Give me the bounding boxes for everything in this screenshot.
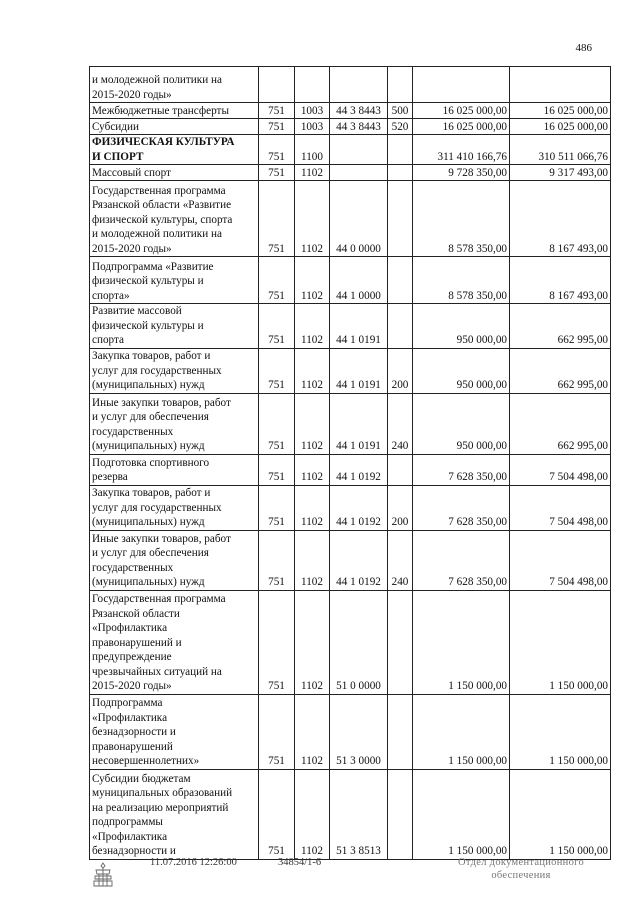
table-row (90, 769, 611, 859)
section-code-cell: 1003 (295, 119, 330, 135)
row-name-cell: Иные закупки товаров, работ и услуг для обеспечения государственных (муниципальных) нужд (90, 393, 259, 454)
target-article-cell: 44 1 0191 (330, 304, 388, 349)
row-name-cell: Субсидии (90, 119, 259, 135)
expense-type-cell (388, 135, 413, 165)
table-row (90, 135, 611, 165)
section-code-cell: 1102 (295, 257, 330, 304)
section-code-cell: 1102 (295, 454, 330, 485)
expense-type-cell: 240 (388, 393, 413, 454)
expense-type-cell (388, 181, 413, 257)
amount-2017-cell: 9 728 350,00 (413, 165, 510, 181)
amount-2018-cell: 662 995,00 (510, 393, 611, 454)
row-name-cell: Подпрограмма «Развитие физической культуры и спорта» (90, 257, 259, 304)
section-code-cell: 1003 (295, 103, 330, 119)
amount-2018-cell: 310 511 066,76 (510, 135, 611, 165)
amount-2018-cell: 7 504 498,00 (510, 530, 611, 590)
table-row (90, 454, 611, 485)
amount-2018-cell: 1 150 000,00 (510, 590, 611, 694)
footer-date: 11.07.2016 12:26:00 (150, 857, 237, 868)
amount-2018-cell: 662 995,00 (510, 348, 611, 393)
amount-2018-cell: 16 025 000,00 (510, 119, 611, 135)
row-name-cell: и молодежной политики на 2015-2020 годы» (90, 67, 259, 103)
table-row (90, 181, 611, 257)
coat-of-arms-icon (92, 862, 114, 888)
amount-2018-cell: 8 167 493,00 (510, 181, 611, 257)
section-code-cell: 1102 (295, 348, 330, 393)
section-code-cell: 1102 (295, 694, 330, 769)
budget-table-body (90, 67, 611, 860)
expense-type-cell: 200 (388, 485, 413, 530)
table-row (90, 165, 611, 181)
department-stamp: Отдел документационного обеспечения (457, 857, 585, 881)
department-code-cell (259, 67, 295, 103)
department-code-cell: 751 (259, 393, 295, 454)
table-row (90, 393, 611, 454)
amount-2017-cell: 8 578 350,00 (413, 181, 510, 257)
page-number: 486 (575, 42, 592, 54)
target-article-cell (330, 165, 388, 181)
amount-2017-cell (413, 67, 510, 103)
amount-2017-cell: 8 578 350,00 (413, 257, 510, 304)
target-article-cell: 51 3 0000 (330, 694, 388, 769)
target-article-cell: 44 1 0000 (330, 257, 388, 304)
expense-type-cell: 520 (388, 119, 413, 135)
amount-2018-cell (510, 67, 611, 103)
target-article-cell: 44 1 0192 (330, 485, 388, 530)
section-code-cell: 1102 (295, 769, 330, 859)
table-row (90, 103, 611, 119)
expense-type-cell: 200 (388, 348, 413, 393)
amount-2018-cell: 1 150 000,00 (510, 694, 611, 769)
target-article-cell (330, 67, 388, 103)
target-article-cell: 44 1 0192 (330, 530, 388, 590)
target-article-cell: 44 0 0000 (330, 181, 388, 257)
amount-2018-cell: 1 150 000,00 (510, 769, 611, 859)
amount-2018-cell: 8 167 493,00 (510, 257, 611, 304)
department-code-cell: 751 (259, 181, 295, 257)
target-article-cell: 44 1 0191 (330, 348, 388, 393)
table-row (90, 67, 611, 103)
amount-2017-cell: 1 150 000,00 (413, 769, 510, 859)
department-code-cell: 751 (259, 119, 295, 135)
row-name-cell: Подготовка спортивного резерва (90, 454, 259, 485)
amount-2017-cell: 1 150 000,00 (413, 590, 510, 694)
table-row (90, 694, 611, 769)
target-article-cell: 44 3 8443 (330, 119, 388, 135)
department-code-cell: 751 (259, 485, 295, 530)
expense-type-cell (388, 304, 413, 349)
row-name-cell: Иные закупки товаров, работ и услуг для обеспечения государственных (муниципальных) нужд (90, 530, 259, 590)
amount-2018-cell: 7 504 498,00 (510, 485, 611, 530)
section-code-cell: 1102 (295, 165, 330, 181)
target-article-cell (330, 135, 388, 165)
section-code-cell: 1102 (295, 393, 330, 454)
section-code-cell: 1102 (295, 181, 330, 257)
amount-2017-cell: 16 025 000,00 (413, 119, 510, 135)
amount-2017-cell: 7 628 350,00 (413, 454, 510, 485)
row-name-cell: Субсидии бюджетам муниципальных образований на реализацию мероприятий подпрограммы «Профилактика безнадзорности и (90, 769, 259, 859)
expense-type-cell (388, 454, 413, 485)
table-row (90, 530, 611, 590)
amount-2017-cell: 950 000,00 (413, 393, 510, 454)
target-article-cell: 44 1 0191 (330, 393, 388, 454)
department-code-cell: 751 (259, 454, 295, 485)
row-name-cell: Государственная программа Рязанской области «Развитие физической культуры, спорта и молодежной политики на 2015-2020 годы» (90, 181, 259, 257)
target-article-cell: 44 3 8443 (330, 103, 388, 119)
row-name-cell: Подпрограмма «Профилактика безнадзорности и правонарушений несовершеннолетних» (90, 694, 259, 769)
department-code-cell: 751 (259, 165, 295, 181)
section-code-cell (295, 67, 330, 103)
target-article-cell: 51 3 8513 (330, 769, 388, 859)
department-code-cell: 751 (259, 694, 295, 769)
table-row (90, 119, 611, 135)
department-code-cell: 751 (259, 590, 295, 694)
amount-2017-cell: 7 628 350,00 (413, 530, 510, 590)
budget-table (89, 66, 611, 860)
table-row (90, 485, 611, 530)
row-name-cell: Развитие массовой физической культуры и спорта (90, 304, 259, 349)
section-code-cell: 1102 (295, 530, 330, 590)
expense-type-cell (388, 67, 413, 103)
expense-type-cell (388, 257, 413, 304)
row-name-cell: Закупка товаров, работ и услуг для государственных (муниципальных) нужд (90, 485, 259, 530)
amount-2017-cell: 950 000,00 (413, 304, 510, 349)
amount-2018-cell: 7 504 498,00 (510, 454, 611, 485)
section-code-cell: 1100 (295, 135, 330, 165)
row-name-cell: Межбюджетные трансферты (90, 103, 259, 119)
amount-2017-cell: 311 410 166,76 (413, 135, 510, 165)
expense-type-cell (388, 694, 413, 769)
amount-2017-cell: 7 628 350,00 (413, 485, 510, 530)
department-code-cell: 751 (259, 530, 295, 590)
row-name-cell: ФИЗИЧЕСКАЯ КУЛЬТУРА И СПОРТ (90, 135, 259, 165)
expense-type-cell (388, 165, 413, 181)
target-article-cell: 44 1 0192 (330, 454, 388, 485)
department-code-cell: 751 (259, 348, 295, 393)
expense-type-cell (388, 769, 413, 859)
amount-2018-cell: 662 995,00 (510, 304, 611, 349)
section-code-cell: 1102 (295, 304, 330, 349)
expense-type-cell: 500 (388, 103, 413, 119)
department-code-cell: 751 (259, 304, 295, 349)
row-name-cell: Государственная программа Рязанской области «Профилактика правонарушений и предупреждение чрезвычайных ситуаций на 2015-2020 годы» (90, 590, 259, 694)
row-name-cell: Закупка товаров, работ и услуг для государственных (муниципальных) нужд (90, 348, 259, 393)
amount-2018-cell: 9 317 493,00 (510, 165, 611, 181)
amount-2017-cell: 1 150 000,00 (413, 694, 510, 769)
expense-type-cell (388, 590, 413, 694)
section-code-cell: 1102 (295, 590, 330, 694)
table-row (90, 590, 611, 694)
expense-type-cell: 240 (388, 530, 413, 590)
section-code-cell: 1102 (295, 485, 330, 530)
row-name-cell: Массовый спорт (90, 165, 259, 181)
department-code-cell: 751 (259, 103, 295, 119)
table-row (90, 257, 611, 304)
department-code-cell: 751 (259, 135, 295, 165)
amount-2018-cell: 16 025 000,00 (510, 103, 611, 119)
department-code-cell: 751 (259, 769, 295, 859)
table-row (90, 304, 611, 349)
target-article-cell: 51 0 0000 (330, 590, 388, 694)
department-code-cell: 751 (259, 257, 295, 304)
table-row (90, 348, 611, 393)
footer-document-code: 34854/1-6 (278, 857, 322, 868)
amount-2017-cell: 950 000,00 (413, 348, 510, 393)
amount-2017-cell: 16 025 000,00 (413, 103, 510, 119)
